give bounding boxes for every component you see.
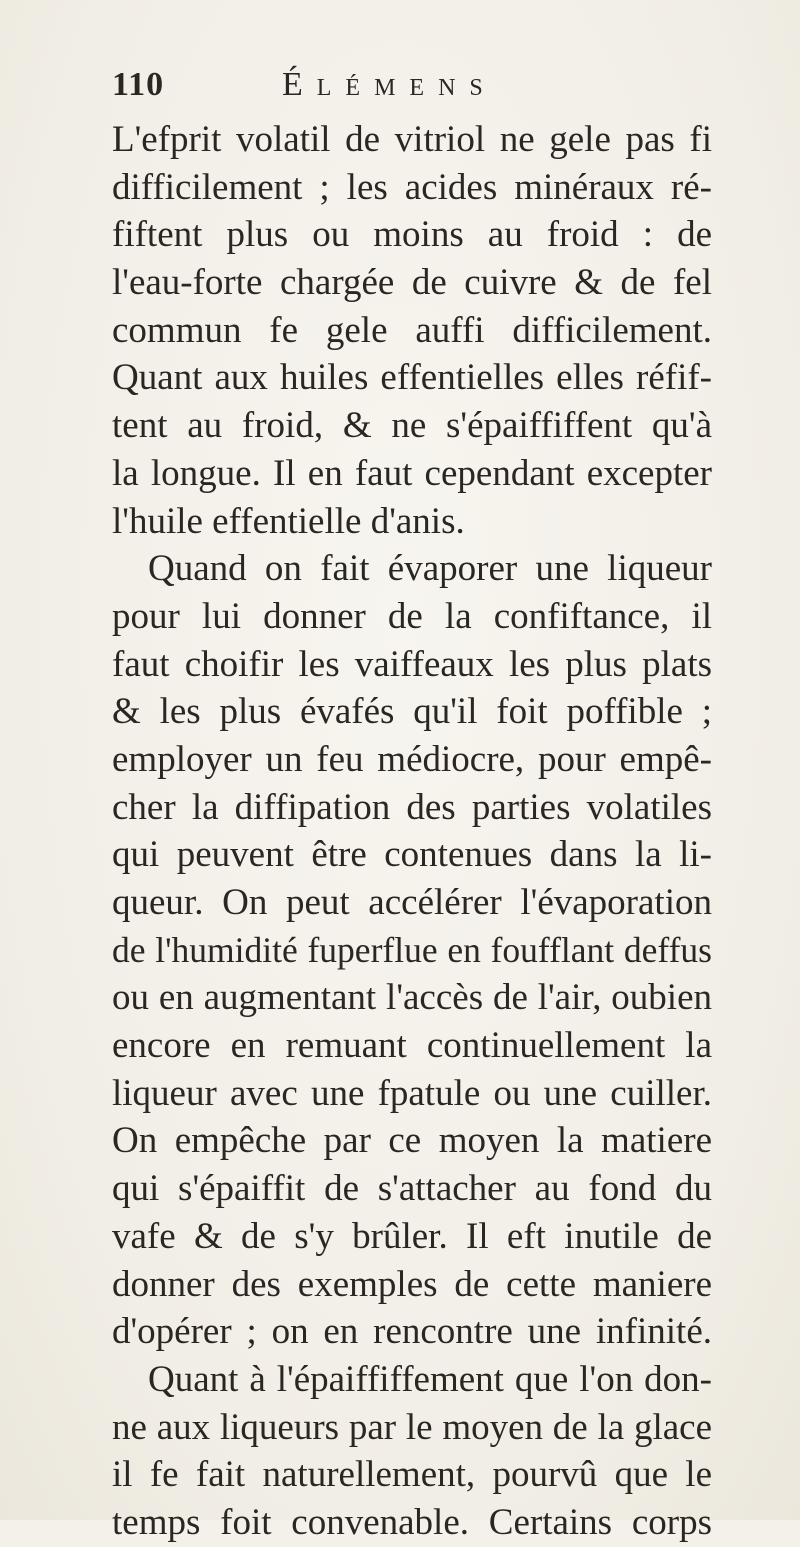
text-line: vafe & de s'y brûler. Il eft inutile de: [112, 1215, 712, 1257]
paragraph-start-line: Quant à l'épaiffiffement que l'on don-: [148, 1358, 712, 1400]
text-line: tent au froid, & ne s'épaiffiffent qu'à: [112, 405, 712, 447]
text-line: On empêche par ce moyen la matiere: [112, 1120, 712, 1162]
text-line: & les plus évafés qu'il foit poffible ;: [112, 691, 712, 733]
text-line: qui s'épaiffit de s'attacher au fond du: [112, 1168, 712, 1210]
text-line: temps foit convenable. Certains corps: [112, 1501, 712, 1543]
text-line: l'huile effentielle d'anis.: [112, 500, 465, 542]
text-line: encore en remuant continuellement la: [112, 1025, 712, 1067]
text-line: liqueur avec une fpatule ou une cuiller.: [112, 1072, 712, 1114]
text-line: la longue. Il en faut cependant excepter: [112, 452, 712, 494]
text-line: pour lui donner de la confiftance, il: [112, 595, 712, 637]
page-number: 110: [112, 66, 165, 103]
text-line: l'eau-forte chargée de cuivre & de fel: [112, 262, 712, 304]
text-line: il fe fait naturellement, pourvû que le: [112, 1454, 712, 1496]
running-title: Élémens: [282, 66, 497, 103]
running-head: [112, 66, 702, 116]
text-line: faut choifir les vaiffeaux les plus plats: [112, 643, 712, 685]
text-line: Quant aux huiles effentielles elles réfif-: [112, 357, 712, 399]
text-line: donner des exemples de cette maniere: [112, 1263, 712, 1305]
text-line: L'efprit volatil de vitriol ne gele pas fi: [112, 119, 712, 160]
text-line: employer un feu médiocre, pour empê-: [112, 738, 712, 780]
text-line: d'opérer ; on en rencontre une infinité.: [112, 1311, 712, 1353]
paragraph-start-line: Quand on fait évaporer une liqueur: [148, 548, 712, 590]
text-line: qui peuvent être contenues dans la li-: [112, 834, 712, 876]
text-line: difficilement ; les acides minéraux ré-: [112, 166, 712, 208]
text-line: commun fe gele auffi difficilement.: [112, 309, 712, 351]
text-line: ne aux liqueurs par le moyen de la glace: [112, 1406, 712, 1448]
text-line: ou en augmentant l'accès de l'air, oubien: [112, 977, 712, 1019]
text-line: cher la diffipation des parties volatiles: [112, 786, 712, 828]
text-line: fiftent plus ou moins au froid : de: [112, 214, 712, 256]
text-line: queur. On peut accélérer l'évaporation: [112, 882, 712, 923]
text-line: de l'humidité fuperflue en foufflant deffus: [112, 929, 712, 970]
body-text: [112, 116, 712, 1547]
